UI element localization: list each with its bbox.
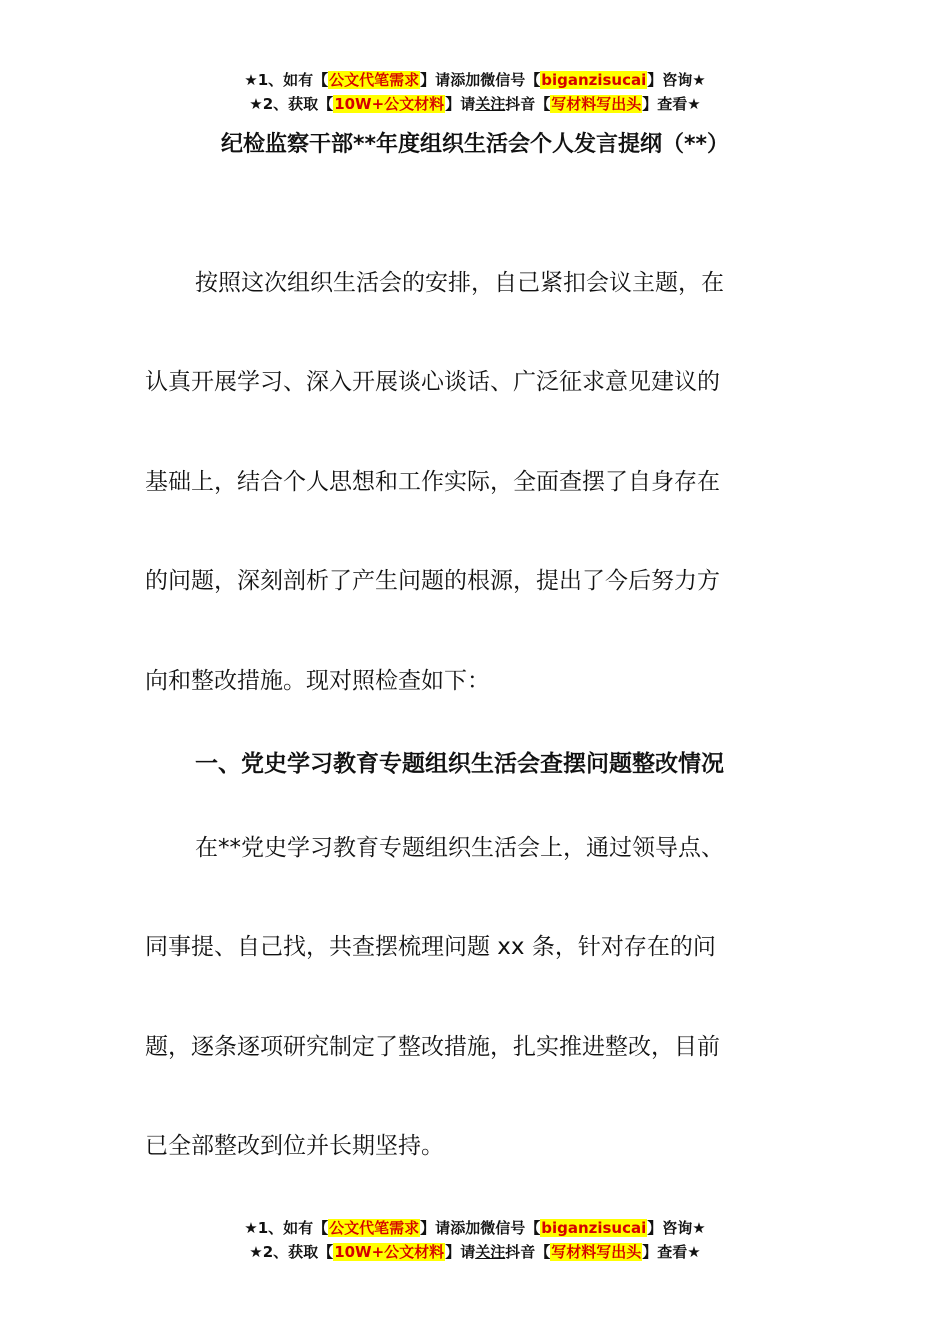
promo-text: 】请 (445, 1243, 476, 1261)
promo-line-2 (0, 1240, 950, 1264)
promo-wechat-id: biganzisucai (541, 71, 647, 89)
promo-text: 】请 (420, 1219, 451, 1237)
promo-text: 微信号【 (480, 1219, 541, 1237)
paragraph-line: 基础上，结合个人思想和工作实际，全面查摆了自身存在 (145, 469, 720, 495)
paragraph-line: 已全部整改到位并长期坚持。 (145, 1133, 444, 1159)
promo-text: 微信号【 (480, 71, 541, 89)
promo-text: 】查看★ (642, 1243, 701, 1261)
promo-wechat-id: biganzisucai (541, 1219, 647, 1237)
promo-text: 】咨询★ (647, 1219, 706, 1237)
promo-text: ★1、如有【 (244, 71, 329, 89)
paragraph-line: 按照这次组织生活会的安排，自己紧扣会议主题，在 (195, 270, 724, 296)
promo-line-2 (0, 92, 950, 116)
bottom-promo-banner (0, 1216, 950, 1264)
promo-text: ★2、获取【 (249, 1243, 334, 1261)
paragraph-line: 向和整改措施。现对照检查如下： (145, 668, 490, 694)
promo-line-1 (0, 1216, 950, 1240)
promo-highlight: 公文代笔需求 (329, 71, 420, 89)
promo-line-1 (0, 68, 950, 92)
paragraph-line: 认真开展学习、深入开展谈心谈话、广泛征求意见建议的 (145, 369, 720, 395)
promo-text: 】咨询★ (647, 71, 706, 89)
paragraph-line: 同事提、自己找，共查摆梳理问题 xx 条，针对存在的问 (145, 934, 716, 960)
promo-text: 】查看★ (642, 95, 701, 113)
promo-text: 抖音【 (505, 95, 551, 113)
paragraph-line: 在**党史学习教育专题组织生活会上，通过领导点、 (195, 835, 724, 861)
promo-emphasis: 添加 (450, 71, 481, 89)
promo-douyin-id: 写材料写出头 (551, 1243, 642, 1261)
promo-text: ★2、获取【 (249, 95, 334, 113)
promo-text: ★1、如有【 (244, 1219, 329, 1237)
paragraph-line: 题，逐条逐项研究制定了整改措施，扎实推进整改，目前 (145, 1034, 720, 1060)
promo-text: 抖音【 (505, 1243, 551, 1261)
section-heading: 一、党史学习教育专题组织生活会查摆问题整改情况 (195, 751, 724, 777)
promo-douyin-id: 写材料写出头 (551, 95, 642, 113)
promo-highlight: 10W+公文材料 (334, 1243, 445, 1261)
top-promo-banner (0, 68, 950, 116)
promo-emphasis: 添加 (450, 1219, 481, 1237)
promo-highlight: 公文代笔需求 (329, 1219, 420, 1237)
promo-emphasis: 关注 (475, 1243, 506, 1261)
promo-text: 】请 (420, 71, 451, 89)
promo-emphasis: 关注 (475, 95, 506, 113)
promo-text: 】请 (445, 95, 476, 113)
paragraph-line: 的问题，深刻剖析了产生问题的根源，提出了今后努力方 (145, 568, 720, 594)
document-title: 纪检监察干部**年度组织生活会个人发言提纲（**） (220, 132, 730, 157)
promo-highlight: 10W+公文材料 (334, 95, 445, 113)
